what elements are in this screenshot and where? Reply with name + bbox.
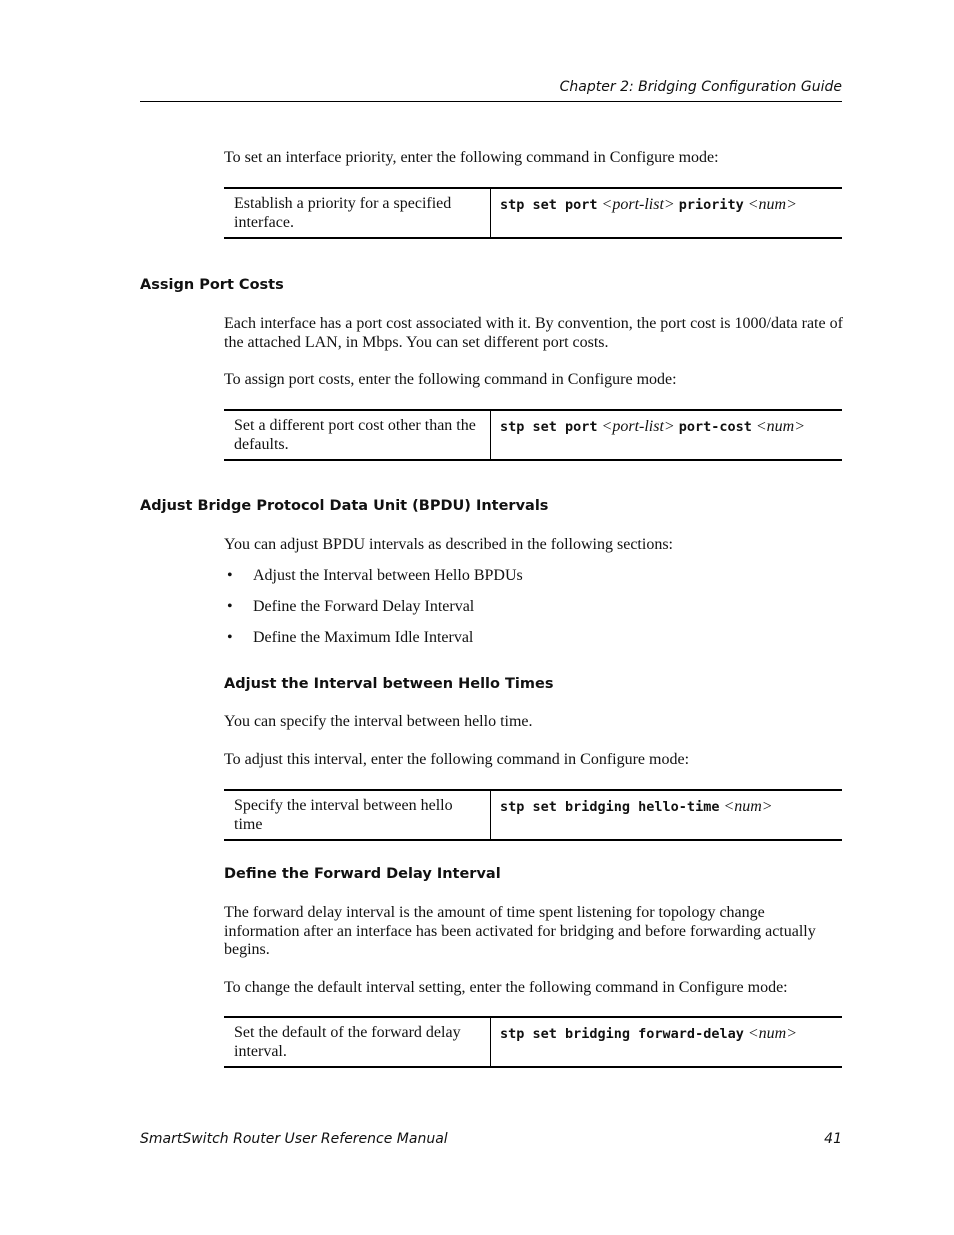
- subsection-heading-forward-delay: Define the Forward Delay Interval: [224, 866, 501, 882]
- bullet-marker: •: [227, 567, 233, 584]
- section-heading-bpdu: Adjust Bridge Protocol Data Unit (BPDU) Intervals: [140, 498, 549, 514]
- command-description: Establish a priority for a specified interface.: [234, 195, 452, 231]
- forward-delay-instruction: To change the default interval setting, enter the following command in Configure mode:: [224, 979, 788, 996]
- command-keyword: stp set port: [500, 419, 598, 435]
- list-item: [224, 598, 844, 629]
- table-divider: [490, 189, 491, 237]
- command-argument: <port-list>: [601, 418, 675, 435]
- bpdu-intro-text: You can adjust BPDU intervals as described in the following sections:: [224, 536, 673, 553]
- command-argument: <num>: [723, 798, 773, 815]
- subsection-heading-hello: Adjust the Interval between Hello Times: [224, 676, 554, 692]
- table-divider: [490, 791, 491, 839]
- bpdu-bullet-list: [224, 567, 844, 660]
- command-syntax: [500, 1025, 797, 1043]
- command-description: Specify the interval between hello time: [234, 797, 453, 833]
- command-argument: <num>: [747, 196, 797, 213]
- running-header: Chapter 2: Bridging Configuration Guide: [559, 79, 842, 95]
- footer-manual-title: SmartSwitch Router User Reference Manual: [140, 1131, 448, 1147]
- command-syntax: [500, 418, 805, 436]
- forward-delay-paragraph: The forward delay interval is the amount of time spent listening for topology change information after an interface has been activated for bridging and before forwarding actually begins.: [224, 904, 816, 959]
- list-item-text: Define the Forward Delay Interval: [253, 598, 475, 615]
- command-keyword: port-cost: [678, 419, 752, 435]
- footer-page-number: 41: [824, 1131, 842, 1147]
- section-heading-port-costs: Assign Port Costs: [140, 277, 284, 293]
- hello-paragraph: You can specify the interval between hello time.: [224, 713, 533, 730]
- command-keyword: priority: [678, 197, 744, 213]
- list-item-text: Adjust the Interval between Hello BPDUs: [253, 567, 523, 584]
- hello-time-command-table: [224, 789, 842, 841]
- priority-intro-text: To set an interface priority, enter the following command in Configure mode:: [224, 149, 719, 166]
- command-argument: <num>: [747, 1025, 797, 1042]
- port-cost-command-table: [224, 409, 842, 461]
- bullet-marker: •: [227, 629, 233, 646]
- header-rule: [140, 101, 842, 102]
- command-syntax: [500, 196, 797, 214]
- command-description: Set the default of the forward delay interval.: [234, 1024, 461, 1060]
- port-costs-instruction: To assign port costs, enter the following command in Configure mode:: [224, 371, 677, 388]
- command-argument: <num>: [755, 418, 806, 435]
- command-syntax: [500, 798, 773, 816]
- command-keyword: stp set port: [500, 197, 598, 213]
- bullet-marker: •: [227, 598, 233, 615]
- list-item: [224, 567, 844, 598]
- hello-instruction: To adjust this interval, enter the following command in Configure mode:: [224, 751, 690, 768]
- list-item: [224, 629, 844, 660]
- command-description: Set a different port cost other than the defaults.: [234, 417, 476, 453]
- table-divider: [490, 1018, 491, 1066]
- command-keyword: stp set bridging forward-delay: [500, 1026, 744, 1042]
- list-item-text: Define the Maximum Idle Interval: [253, 629, 474, 646]
- command-argument: <port-list>: [601, 196, 675, 213]
- forward-delay-command-table: [224, 1016, 842, 1068]
- table-divider: [490, 411, 491, 459]
- command-keyword: stp set bridging hello-time: [500, 799, 720, 815]
- priority-command-table: [224, 187, 842, 239]
- port-costs-paragraph: Each interface has a port cost associated with it. By convention, the port cost is 1000/data rate of the attached LAN, in Mbps. You can set different port costs.: [224, 315, 843, 351]
